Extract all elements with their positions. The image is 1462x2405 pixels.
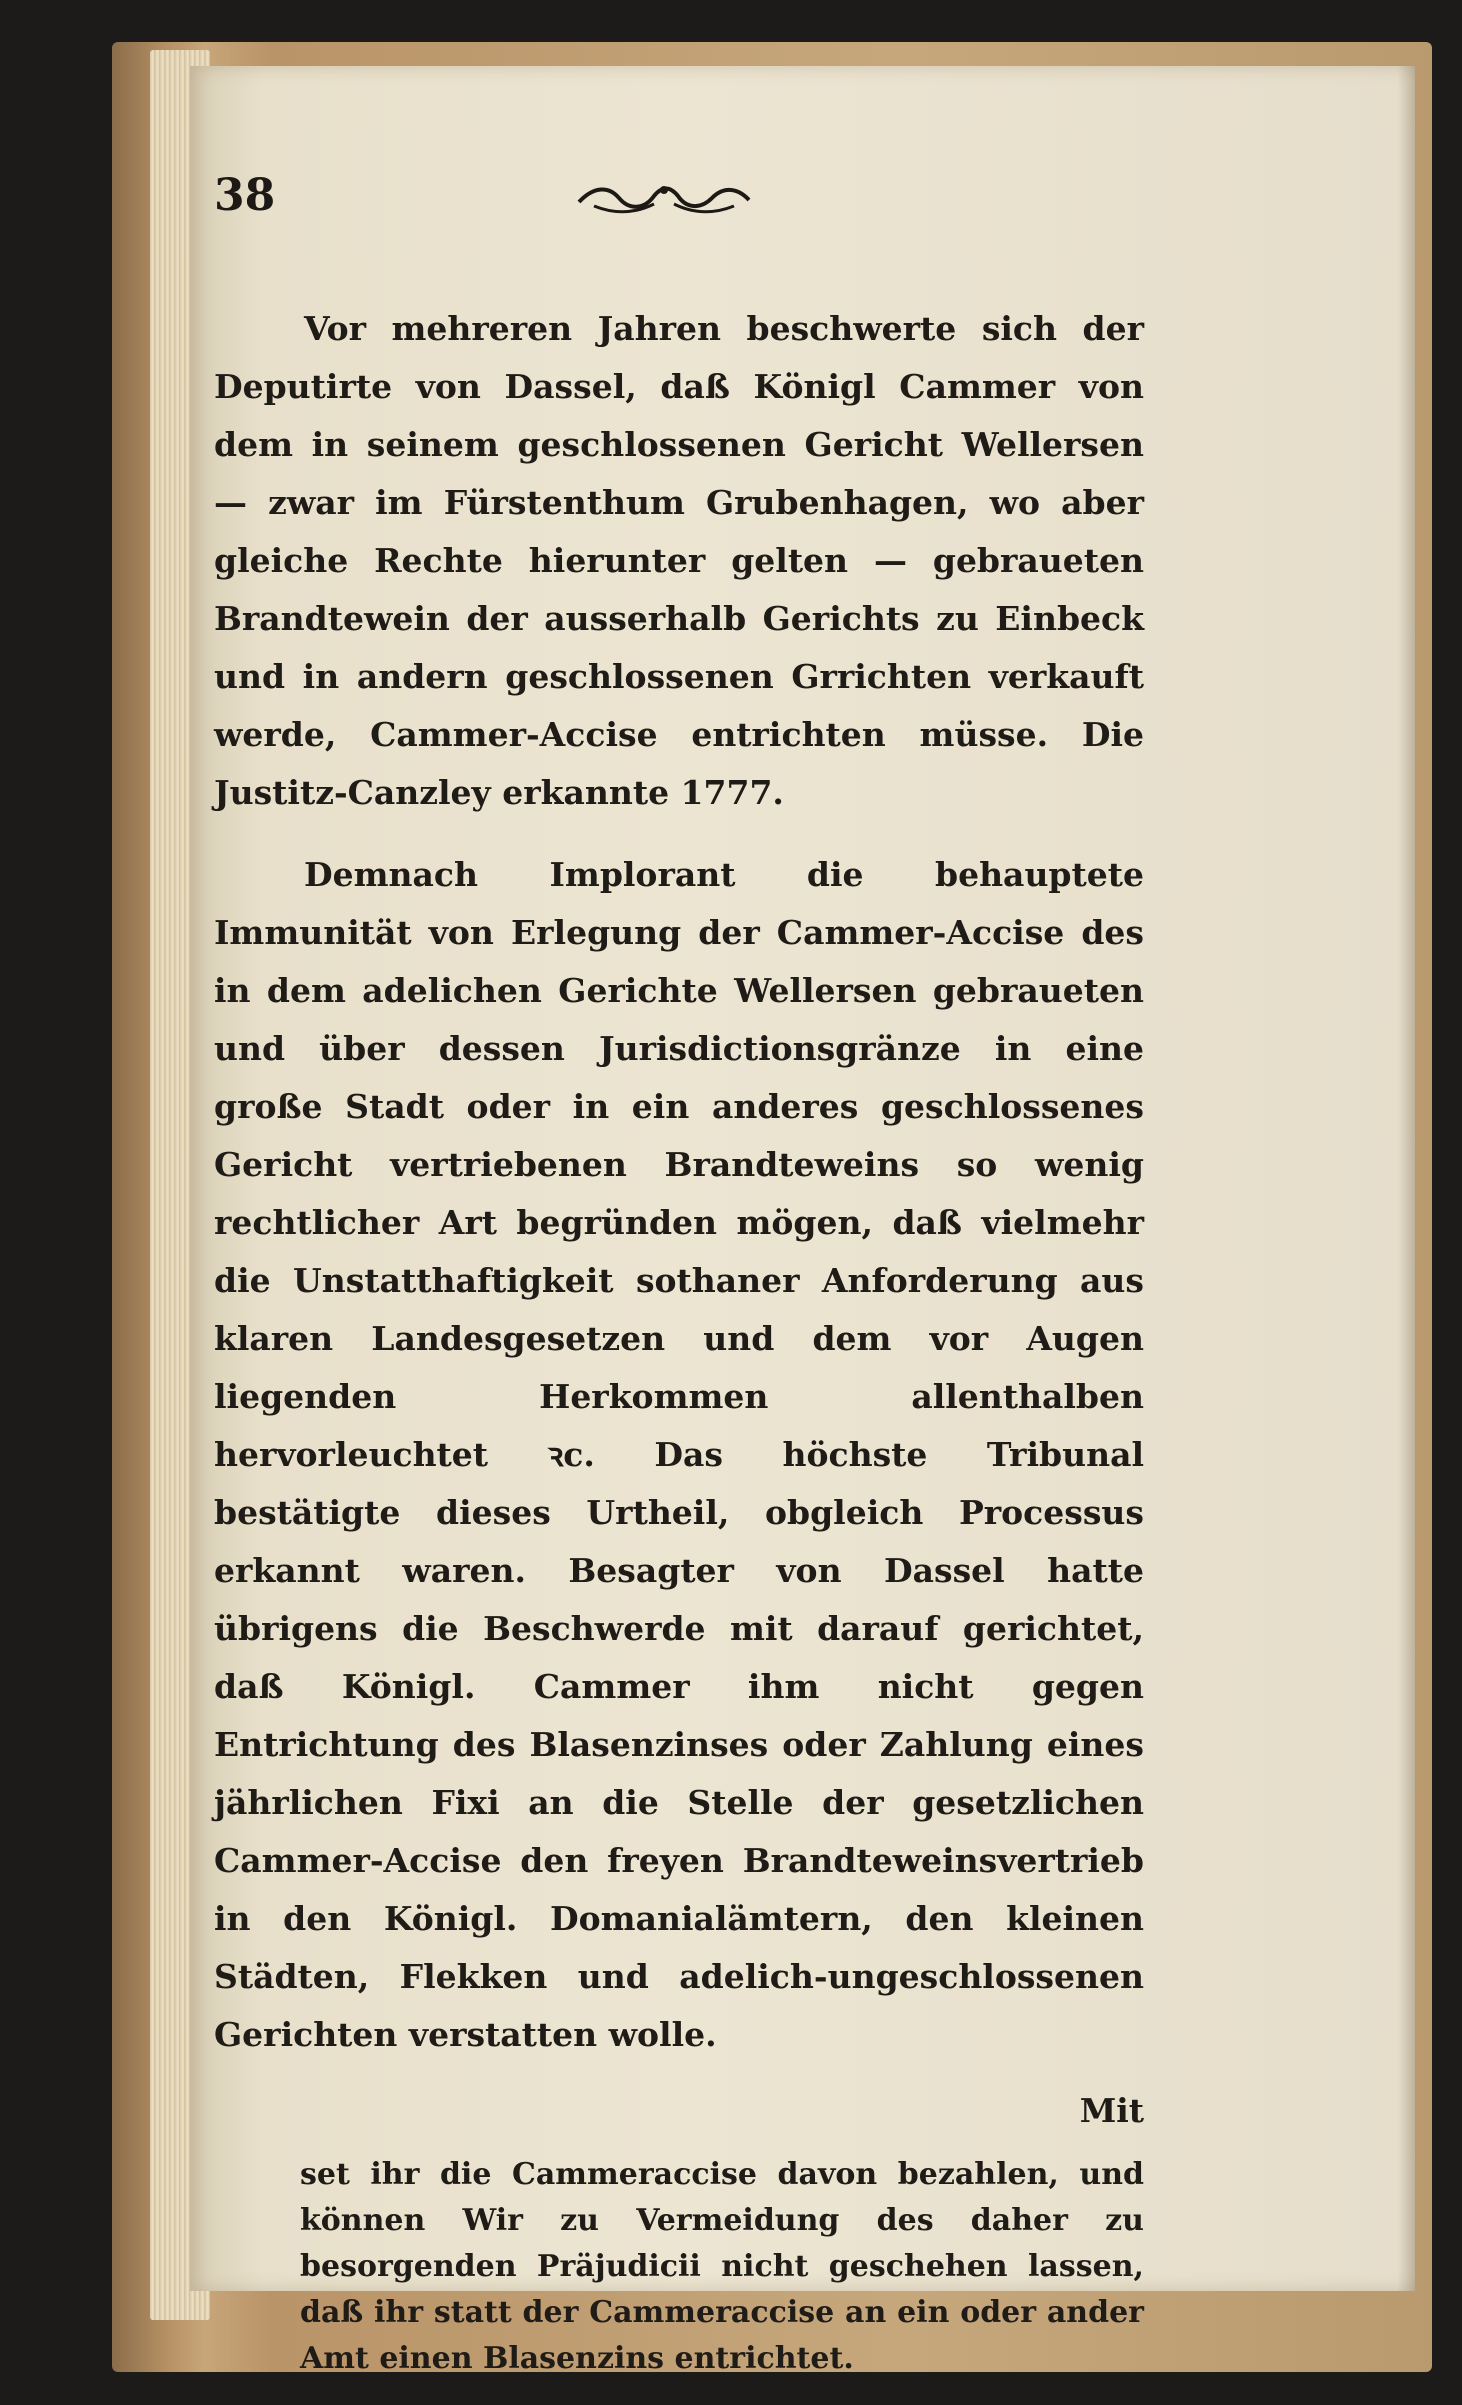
page-gutter-shadow — [1397, 66, 1415, 2291]
page-header — [214, 170, 1144, 250]
paragraph-2: Demnach Implorant die behauptete Immunität von Erlegung der Cammer-Accise des in dem adelichen Gerichte Wellersen gebraueten und über dessen Jurisdictionsgränze in eine große Stadt oder in ein anderes geschlossenes Gericht vertriebenen Brandteweins so wenig rechtlicher Art begründen mögen, daß vielmehr die Unstatthaftigkeit sothaner Anforderung aus klaren Landesgesetzen und dem vor Augen liegenden Herkommen allenthalben hervorleuchtet ꝛc. Das höchste Tribunal bestätigte dieses Urtheil, obgleich Processus erkannt waren. Besagter von Dassel hatte übrigens die Beschwerde mit darauf gerichtet, daß Königl. Cammer ihm nicht gegen Entrichtung des Blasenzinses oder Zahlung eines jährlichen Fixi an die Stelle der gesetzlichen Cammer-Accise den freyen Brandteweinsvertrieb in den Königl. Domanialämtern, den kleinen Städten, Flekken und adelich-ungeschlossenen Gerichten verstatten wolle. — [214, 855, 1144, 2054]
catchword: Mit — [1079, 2091, 1144, 2130]
footnote: set ihr die Cammeraccise davon bezahlen, und können Wir zu Vermeidung des daher zu besorgenden Präjudicii nicht geschehen lassen, daß ihr statt der Cammeraccise an ein oder ander Amt einen Blasenzins entrichtet. — [300, 2157, 1144, 2376]
page-number: 38 — [214, 170, 276, 221]
paragraph-1: Vor mehreren Jahren beschwerte sich der Deputirte von Dassel, daß Königl Cammer von dem in seinem geschlossenen Gericht Wellersen — zwar im Fürstenthum Grubenhagen, wo aber gleiche Rechte hierunter gelten — gebraueten Brandtewein der ausserhalb Gerichts zu Einbeck und in andern geschlossenen Grrichten verkauft werde, Cammer-Accise entrichten müsse. Die Justitz-Canzley erkannte 1777. — [214, 309, 1144, 812]
ornament-flourish-icon — [574, 180, 754, 216]
main-text — [214, 300, 1144, 2382]
